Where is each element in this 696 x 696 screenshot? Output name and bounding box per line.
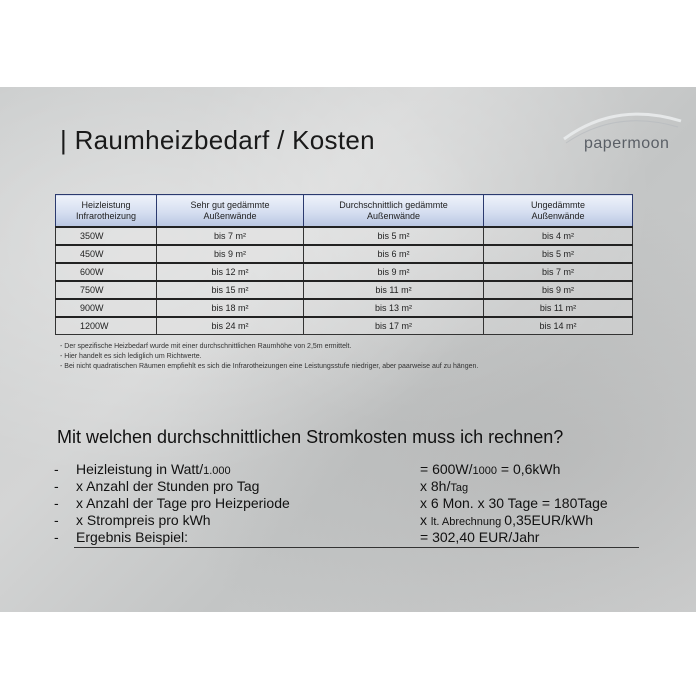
table-cell: 450W bbox=[56, 245, 157, 263]
cost-calculation bbox=[54, 461, 654, 546]
calc-label: Heizleistung in Watt/1.000 bbox=[76, 461, 231, 477]
table-cell: bis 11 m² bbox=[484, 299, 633, 317]
table-row bbox=[56, 245, 633, 263]
table-cell: bis 6 m² bbox=[304, 245, 484, 263]
calc-row-result bbox=[54, 529, 654, 546]
calc-dash: - bbox=[54, 461, 59, 477]
table-cell: bis 4 m² bbox=[484, 227, 633, 245]
footnote: - Der spezifische Heizbedarf wurde mit einer durchschnittlichen Raumhöhe von 2,5m ermittelt. bbox=[60, 343, 352, 350]
table-cell: 600W bbox=[56, 263, 157, 281]
table-cell: 750W bbox=[56, 281, 157, 299]
header-cell: Sehr gut gedämmte Außenwände bbox=[157, 195, 304, 228]
table-cell: bis 14 m² bbox=[484, 317, 633, 335]
footnote: - Bei nicht quadratischen Räumen empfiehlt es sich die Infrarotheizungen eine Leistungsstufe niedriger, aber paarweise auf zu hängen. bbox=[60, 363, 479, 370]
calc-value: x 8h/Tag bbox=[420, 478, 469, 494]
calc-dash: - bbox=[54, 495, 59, 511]
table-cell: bis 12 m² bbox=[157, 263, 304, 281]
table-cell: bis 13 m² bbox=[304, 299, 484, 317]
calc-label: x Anzahl der Tage pro Heizperiode bbox=[76, 495, 290, 511]
table-cell: 1200W bbox=[56, 317, 157, 335]
table-cell: bis 24 m² bbox=[157, 317, 304, 335]
header-cell: Durchschnittlich gedämmte Außenwände bbox=[304, 195, 484, 228]
table-cell: bis 5 m² bbox=[484, 245, 633, 263]
result-underline bbox=[74, 547, 639, 548]
table-cell: bis 7 m² bbox=[484, 263, 633, 281]
calc-row bbox=[54, 512, 654, 529]
calc-label: x Anzahl der Stunden pro Tag bbox=[76, 478, 260, 494]
calc-value: x 6 Mon. x 30 Tage = 180Tage bbox=[420, 495, 608, 511]
footnotes bbox=[60, 342, 478, 372]
table-cell: bis 17 m² bbox=[304, 317, 484, 335]
table-cell: 350W bbox=[56, 227, 157, 245]
slide-title: | Raumheizbedarf / Kosten bbox=[60, 125, 375, 155]
calc-dash: - bbox=[54, 478, 59, 494]
header-cell: Heizleistung Infrarotheizung bbox=[56, 195, 157, 228]
table-row bbox=[56, 263, 633, 281]
calc-dash: - bbox=[54, 512, 59, 528]
calc-value: x lt. Abrechnung 0,35EUR/kWh bbox=[420, 512, 593, 528]
cost-question: Mit welchen durchschnittlichen Stromkosten muss ich rechnen? bbox=[57, 427, 564, 447]
table-cell: 900W bbox=[56, 299, 157, 317]
calc-row bbox=[54, 495, 654, 512]
header-cell: Ungedämmte Außenwände bbox=[484, 195, 633, 228]
calc-result-label: Ergebnis Beispiel: bbox=[76, 529, 189, 545]
calc-dash: - bbox=[54, 529, 59, 545]
table-cell: bis 11 m² bbox=[304, 281, 484, 299]
calc-row bbox=[54, 461, 654, 478]
table-header-row bbox=[56, 195, 633, 228]
footnote: - Hier handelt es sich lediglich um Richtwerte. bbox=[60, 353, 202, 360]
slide bbox=[0, 87, 696, 612]
table-cell: bis 15 m² bbox=[157, 281, 304, 299]
table-row bbox=[56, 299, 633, 317]
table-cell: bis 9 m² bbox=[304, 263, 484, 281]
table-row bbox=[56, 317, 633, 335]
calc-value: = 600W/1000 = 0,6kWh bbox=[420, 461, 561, 477]
heating-table bbox=[55, 194, 633, 335]
table-cell: bis 5 m² bbox=[304, 227, 484, 245]
calc-label: x Strompreis pro kWh bbox=[76, 512, 211, 528]
table-cell: bis 9 m² bbox=[484, 281, 633, 299]
table-row bbox=[56, 227, 633, 245]
table-cell: bis 7 m² bbox=[157, 227, 304, 245]
calc-result-value: = 302,40 EUR/Jahr bbox=[420, 529, 540, 545]
calc-row bbox=[54, 478, 654, 495]
table-row bbox=[56, 281, 633, 299]
logo-text: papermoon bbox=[584, 135, 670, 152]
table-cell: bis 18 m² bbox=[157, 299, 304, 317]
table-cell: bis 9 m² bbox=[157, 245, 304, 263]
